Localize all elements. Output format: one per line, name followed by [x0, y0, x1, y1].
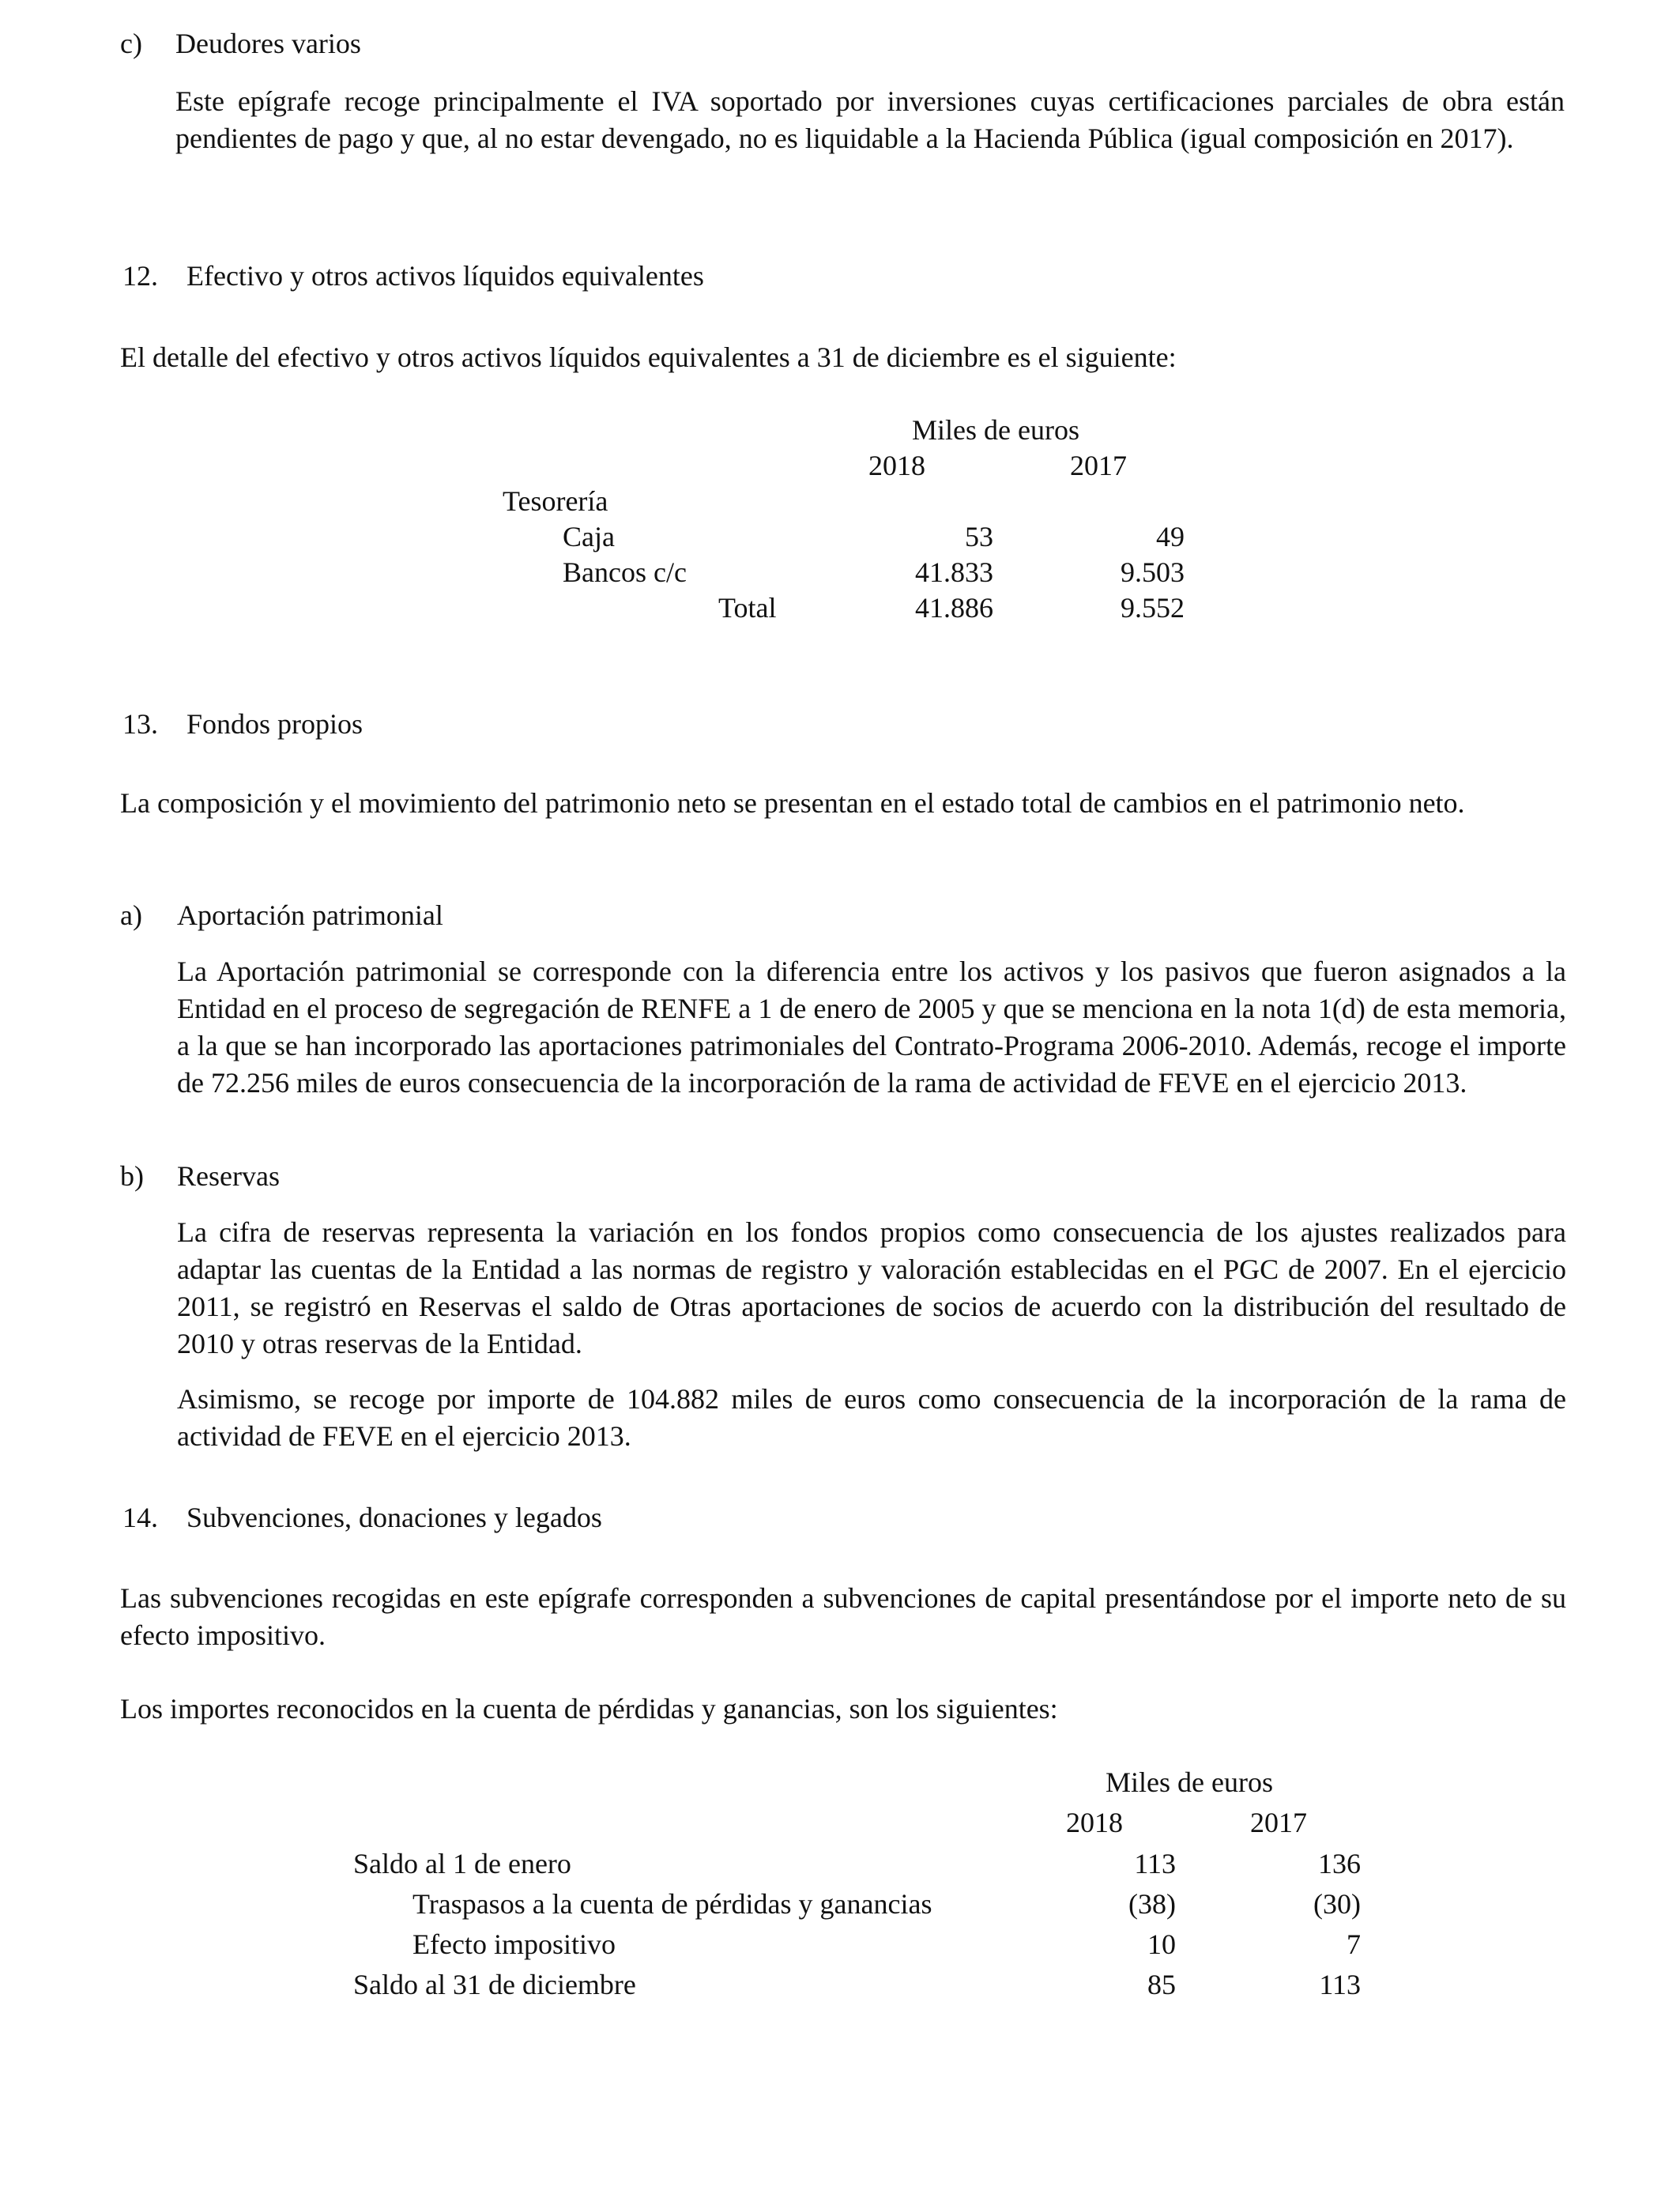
- section-14-title: Subvenciones, donaciones y legados: [186, 1502, 602, 1533]
- subsection-b-label: b): [120, 1160, 144, 1192]
- grants-row-opening-2017: 136: [1318, 1848, 1361, 1879]
- cash-row-bancos-label: Bancos c/c: [563, 556, 687, 588]
- subsection-c-title: Deudores varios: [175, 28, 361, 59]
- grants-table-year-2018: 2018: [1066, 1807, 1123, 1838]
- cash-row-caja-2018: 53: [965, 521, 993, 552]
- cash-row-bancos-2018: 41.833: [915, 556, 993, 588]
- grants-table-unit: Miles de euros: [1106, 1766, 1273, 1798]
- cash-row-total-label: Total: [718, 592, 777, 624]
- grants-row-closing-2018: 85: [1147, 1969, 1176, 2000]
- subsection-a-label: a): [120, 899, 142, 931]
- cash-table-year-2018: 2018: [868, 450, 925, 481]
- grants-row-transfers-label: Traspasos a la cuenta de pérdidas y ganancias: [412, 1888, 932, 1920]
- subsection-c-body: Este epígrafe recoge principalmente el IVA soportado por inversiones cuyas certificaciones parciales de obra están pendientes de pago y que, al no estar devengado, no es liquidable a la Hacienda Pública (igual composición en 2017).: [175, 85, 1565, 154]
- cash-table-year-2017: 2017: [1070, 450, 1127, 481]
- subsection-b-title: Reservas: [177, 1160, 280, 1192]
- grants-row-tax-2017: 7: [1347, 1928, 1361, 1960]
- cash-table-unit: Miles de euros: [912, 414, 1079, 446]
- grants-row-tax-label: Efecto impositivo: [412, 1928, 616, 1960]
- section-14-intro-1: Las subvenciones recogidas en este epígrafe corresponden a subvenciones de capital presentándose por el importe neto de su efecto impositivo.: [120, 1582, 1566, 1651]
- subsection-b-body-1: La cifra de reservas representa la variación en los fondos propios como consecuencia de los ajustes realizados para adaptar las cuentas de la Entidad a las normas de registro y valoración establecidas en el PGC de 2007. En el ejercicio 2011, se registró en Reservas el saldo de Otras aportaciones de socios de acuerdo con la distribución del resultado de 2010 y otras reservas de la Entidad.: [177, 1216, 1566, 1359]
- grants-table-year-2017: 2017: [1250, 1807, 1307, 1838]
- grants-row-opening-label: Saldo al 1 de enero: [353, 1848, 571, 1879]
- grants-row-tax-2018: 10: [1147, 1928, 1176, 1960]
- subsection-b-body-2: Asimismo, se recoge por importe de 104.882 miles de euros como consecuencia de la incorporación de la rama de actividad de FEVE en el ejercicio 2013.: [177, 1383, 1566, 1452]
- grants-row-transfers-2018: (38): [1128, 1888, 1176, 1920]
- section-14-intro-2: Los importes reconocidos en la cuenta de pérdidas y ganancias, son los siguientes:: [120, 1693, 1058, 1725]
- subsection-c-label: c): [120, 28, 142, 59]
- section-12-intro: El detalle del efectivo y otros activos líquidos equivalentes a 31 de diciembre es el siguiente:: [120, 341, 1177, 373]
- subsection-a-title: Aportación patrimonial: [177, 899, 443, 931]
- cash-row-total-2017: 9.552: [1121, 592, 1185, 624]
- section-12-number: 12.: [122, 260, 158, 292]
- section-13-intro: La composición y el movimiento del patrimonio neto se presentan en el estado total de cambios en el patrimonio neto.: [120, 787, 1465, 819]
- cash-row-bancos-2017: 9.503: [1121, 556, 1185, 588]
- cash-row-total-2018: 41.886: [915, 592, 993, 624]
- cash-row-caja-2017: 49: [1156, 521, 1185, 552]
- section-13-title: Fondos propios: [186, 708, 363, 740]
- grants-row-closing-label: Saldo al 31 de diciembre: [353, 1969, 636, 2000]
- section-14-number: 14.: [122, 1502, 158, 1533]
- grants-row-closing-2017: 113: [1319, 1969, 1361, 2000]
- section-13-number: 13.: [122, 708, 158, 740]
- subsection-a-body: La Aportación patrimonial se corresponde con la diferencia entre los activos y los pasivos que fueron asignados a la Entidad en el proceso de segregación de RENFE a 1 de enero de 2005 y que se menciona en la nota 1(d) de esta memoria, a la que se han incorporado las aportaciones patrimoniales del Contrato-Programa 2006-2010. Además, recoge el importe de 72.256 miles de euros consecuencia de la incorporación de la rama de actividad de FEVE en el ejercicio 2013.: [177, 956, 1566, 1099]
- section-12-title: Efectivo y otros activos líquidos equivalentes: [186, 260, 704, 292]
- grants-row-opening-2018: 113: [1134, 1848, 1176, 1879]
- cash-table-group-label: Tesorería: [503, 485, 608, 517]
- grants-row-transfers-2017: (30): [1313, 1888, 1361, 1920]
- cash-row-caja-label: Caja: [563, 521, 615, 552]
